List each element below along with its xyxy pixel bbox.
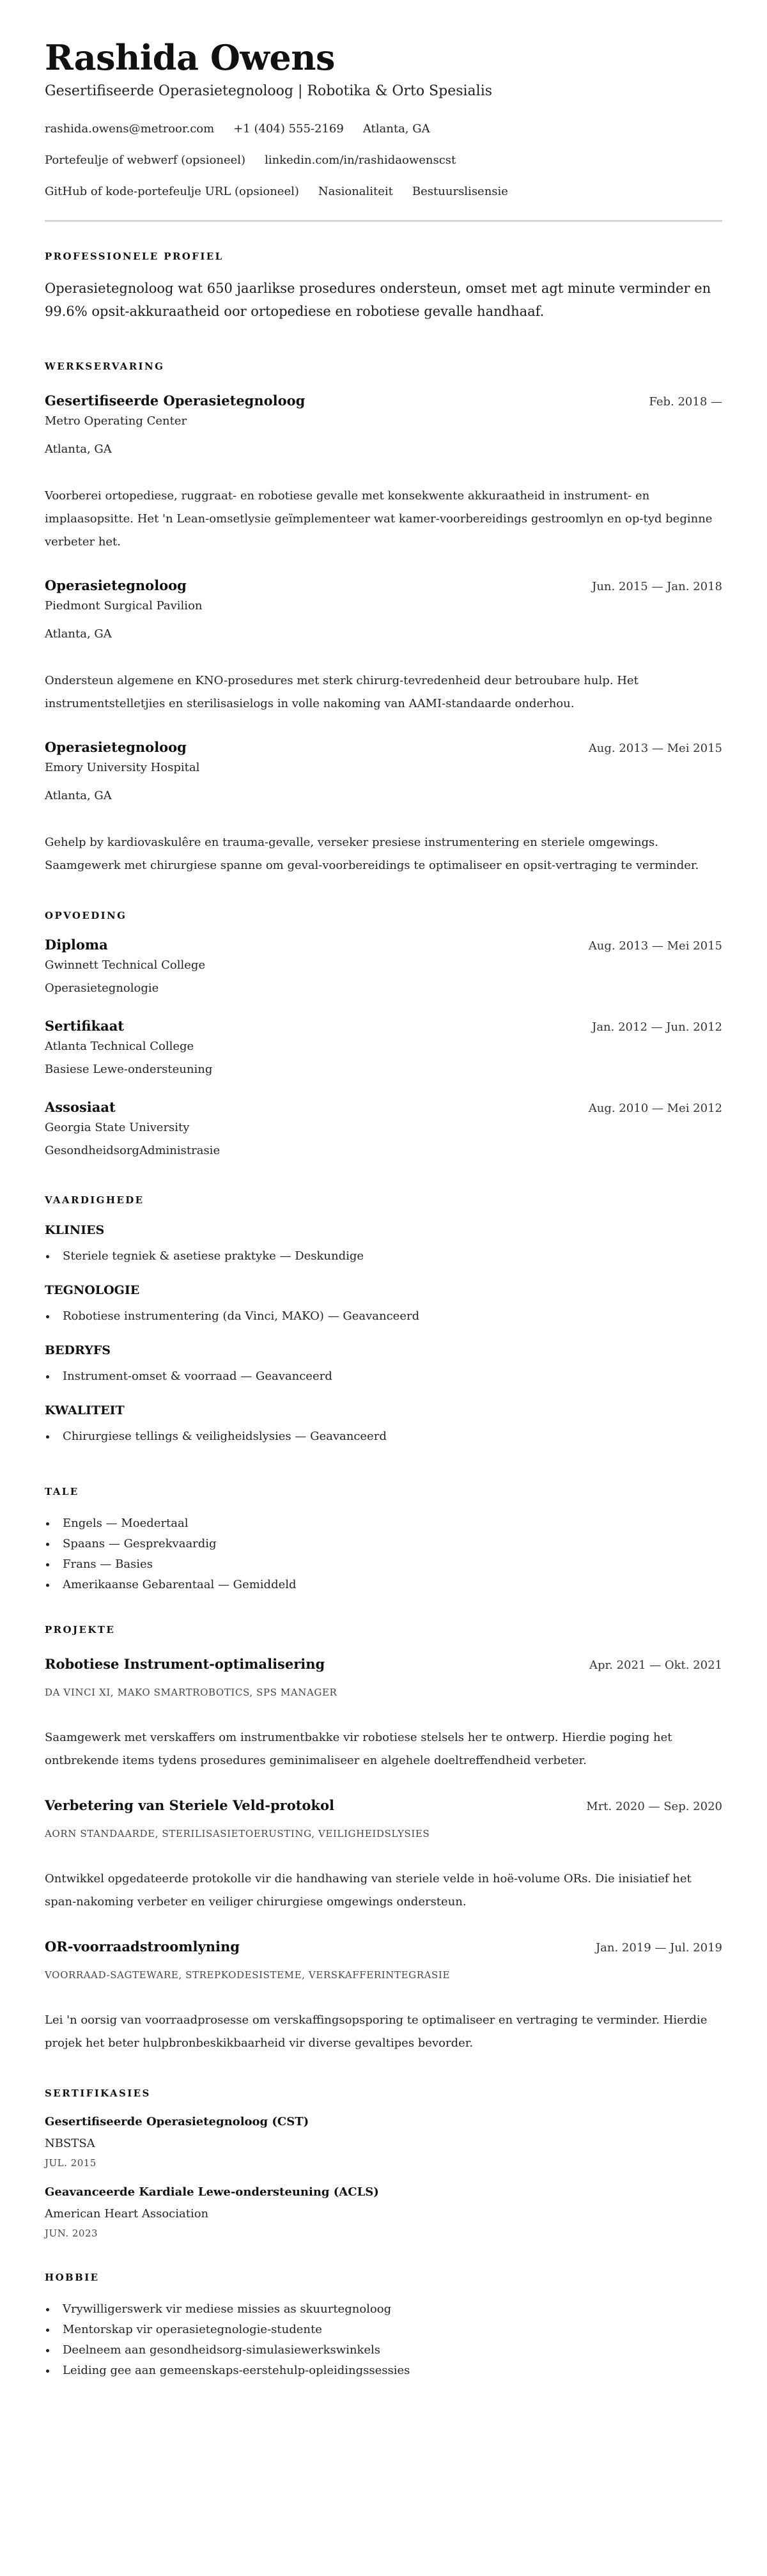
profile-section	[45, 250, 722, 323]
language-item: Amerikaanse Gebarentaal — Gemiddeld	[45, 1575, 722, 1595]
job-date: Aug. 2013 — Mei 2015	[588, 742, 722, 756]
education-header	[45, 936, 722, 955]
project-entry	[45, 1797, 722, 1914]
candidate-name: Rashida Owens	[45, 37, 335, 78]
hobbies-section	[45, 2271, 722, 2381]
language-item: Spaans — Gesprekvaardig	[45, 1534, 722, 1554]
education-entry	[45, 1017, 722, 1078]
project-header	[45, 1655, 722, 1674]
candidate-headline: Gesertifiseerde Operasietegnoloog | Robotika & Orto Spesialis	[45, 82, 493, 99]
education-date: Aug. 2010 — Mei 2012	[588, 1102, 722, 1116]
job-title: Operasietegnoloog	[45, 577, 187, 594]
job-header	[45, 392, 722, 410]
certification-date: JUL. 2015	[45, 2157, 97, 2169]
education-entry	[45, 936, 722, 997]
project-description: Saamgewerk met verskaffers om instrumentbakke vir robotiese stelsels her te ontwerp. Hierdie poging het ontbrekende items tydens prosedures geminimaliseer en algehele doeltreffendheid verbeter.	[45, 1731, 672, 1768]
project-entry	[45, 1655, 722, 1772]
contact-drivers-license: Bestuurslisensie	[412, 185, 508, 199]
skill-list	[45, 1246, 722, 1267]
header-divider	[45, 220, 722, 222]
certification-name: Gesertifiseerde Operasietegnoloog (CST)	[45, 2115, 309, 2129]
contact-email[interactable]: rashida.owens@metroor.com	[45, 122, 215, 136]
skill-item: Chirurgiese tellings & veiligheidslysies — Geavanceerd	[45, 1426, 722, 1447]
project-description: Ontwikkel opgedateerde protokolle vir die handhawing van steriele velde in hoë-volume ORs. Die inisiatief het span-nakoming verbeter en veiliger chirurgiese omgewings ondersteun.	[45, 1872, 692, 1909]
project-title: Robotiese Instrument-optimalisering	[45, 1656, 325, 1673]
certification-date: JUN. 2023	[45, 2228, 98, 2240]
education-section	[45, 909, 722, 1159]
education-school: Atlanta Technical College	[45, 1040, 194, 1054]
profile-summary: Operasietegnoloog wat 650 jaarlikse prosedures ondersteun, omset met agt minute verminder en 99.6% opsit-akkuraatheid oor ortopediese en robotiese gevalle handhaaf.	[45, 281, 711, 320]
project-tech: AORN STANDAARDE, STERILISASIETOERUSTING, VEILIGHEIDSLYSIES	[45, 1828, 430, 1840]
project-header	[45, 1797, 722, 1815]
project-entry	[45, 1938, 722, 2055]
contact-row-primary	[45, 120, 722, 138]
hobby-item: Deelneem aan gesondheidsorg-simulasiewerkswinkels	[45, 2340, 722, 2361]
language-item: Frans — Basies	[45, 1554, 722, 1575]
section-title-projects: PROJEKTE	[45, 1624, 116, 1636]
job-date: Feb. 2018 —	[649, 395, 722, 409]
resume-header	[45, 37, 722, 201]
project-description: Lei 'n oorsig van voorraadprosesse om verskaffingsopsporing te optimaliseer en vertraging te verminder. Hierdie projek het beter hulpbronbeskikbaarheid vir diverse gevaltipes bevorder.	[45, 2013, 708, 2050]
section-title-languages: TALE	[45, 1486, 79, 1498]
job-description: Gehelp by kardiovaskulêre en trauma-gevalle, verseker presiese instrumentering en steriele omgewings. Saamgewerk met chirurgiese spanne om geval-voorbereidings te optimaliseer en opsit-vertraging te verminder.	[45, 836, 699, 873]
job-entry	[45, 738, 722, 877]
language-item: Engels — Moedertaal	[45, 1513, 722, 1534]
skill-list	[45, 1426, 722, 1447]
projects-section	[45, 1623, 722, 2055]
skill-category-clinical: KLINIES	[45, 1223, 105, 1238]
certifications-section	[45, 2087, 722, 2240]
education-date: Jan. 2012 — Jun. 2012	[592, 1020, 722, 1034]
hobby-item: Vrywilligerswerk vir mediese missies as skuurtegnoloog	[45, 2299, 722, 2320]
work-section	[45, 360, 722, 877]
job-description: Ondersteun algemene en KNO-prosedures met sterk chirurg-tevredenheid deur betroubare hulp. Het instrumentstelletjies en sterilisasielogs in volle nakoming van AAMI-standaarde onderhou.	[45, 674, 639, 711]
job-header	[45, 577, 722, 595]
certification-issuer: American Heart Association	[45, 2207, 209, 2221]
section-title-certifications: SERTIFIKASIES	[45, 2088, 151, 2100]
job-location: Atlanta, GA	[45, 442, 112, 457]
education-date: Aug. 2013 — Mei 2015	[588, 939, 722, 953]
skills-section	[45, 1194, 722, 1447]
skill-item: Instrument-omset & voorraad — Geavanceerd	[45, 1366, 722, 1387]
section-title-work: WERKSERVARING	[45, 361, 165, 373]
languages-section	[45, 1485, 722, 1595]
language-list	[45, 1513, 722, 1595]
job-company: Emory University Hospital	[45, 761, 200, 775]
section-title-education: OPVOEDING	[45, 910, 127, 922]
hobby-list	[45, 2299, 722, 2381]
education-school: Gwinnett Technical College	[45, 958, 206, 972]
job-location: Atlanta, GA	[45, 789, 112, 803]
hobby-item: Mentorskap vir operasietegnologie-studente	[45, 2320, 722, 2340]
education-entry	[45, 1098, 722, 1159]
hobby-item: Leiding gee aan gemeenskaps-eerstehulp-opleidingssessies	[45, 2361, 722, 2381]
certification-issuer: NBSTSA	[45, 2137, 95, 2151]
certification-entry	[45, 2114, 722, 2170]
section-title-skills: VAARDIGHEDE	[45, 1194, 144, 1206]
section-title-hobbies: HOBBIE	[45, 2272, 100, 2284]
contact-location: Atlanta, GA	[362, 122, 430, 136]
certification-name: Geavanceerde Kardiale Lewe-ondersteuning (ACLS)	[45, 2185, 379, 2199]
contact-github[interactable]: GitHub of kode-portefeulje URL (opsioneel)	[45, 185, 299, 199]
skill-item: Steriele tegniek & asetiese praktyke — Deskundige	[45, 1246, 722, 1267]
education-header	[45, 1098, 722, 1117]
job-company: Metro Operating Center	[45, 414, 187, 428]
job-title: Operasietegnoloog	[45, 739, 187, 756]
project-date: Jan. 2019 — Jul. 2019	[595, 1941, 722, 1955]
certification-entry	[45, 2184, 722, 2240]
job-header	[45, 738, 722, 757]
education-field: GesondheidsorgAdministrasie	[45, 1144, 221, 1158]
project-date: Apr. 2021 — Okt. 2021	[589, 1659, 722, 1673]
skill-category-operations: BEDRYFS	[45, 1343, 111, 1358]
job-description: Voorberei ortopediese, ruggraat- en robotiese gevalle met konsekwente akkuraatheid in instrument- en implaasopsitte. Het 'n Lean-omsetlysie geïmplementeer wat kamer-voorbereidings gestroomlyn en op-tyd beginne verbeter het.	[45, 489, 713, 549]
contact-nationality: Nasionaliteit	[318, 185, 393, 199]
project-date: Mrt. 2020 — Sep. 2020	[586, 1800, 722, 1814]
skill-list	[45, 1306, 722, 1327]
job-location: Atlanta, GA	[45, 627, 112, 641]
project-header	[45, 1938, 722, 1956]
education-field: Operasietegnologie	[45, 981, 159, 995]
job-date: Jun. 2015 — Jan. 2018	[592, 580, 722, 594]
project-title: OR-voorraadstroomlyning	[45, 1939, 240, 1955]
contact-phone[interactable]: +1 (404) 555-2169	[233, 122, 344, 136]
skill-item: Robotiese instrumentering (da Vinci, MAKO) — Geavanceerd	[45, 1306, 722, 1327]
project-tech: DA VINCI XI, MAKO SMARTROBOTICS, SPS MANAGER	[45, 1687, 337, 1699]
education-degree: Diploma	[45, 937, 108, 953]
education-field: Basiese Lewe-ondersteuning	[45, 1063, 213, 1077]
education-header	[45, 1017, 722, 1036]
skill-category-quality: KWALITEIT	[45, 1403, 125, 1418]
education-degree: Assosiaat	[45, 1099, 116, 1116]
skill-list	[45, 1366, 722, 1387]
job-entry	[45, 577, 722, 715]
section-title-profile: PROFESSIONELE PROFIEL	[45, 251, 224, 263]
contact-linkedin[interactable]: linkedin.com/in/rashidaowenscst	[265, 153, 456, 168]
education-school: Georgia State University	[45, 1121, 190, 1135]
job-company: Piedmont Surgical Pavilion	[45, 599, 203, 613]
contact-row-links	[45, 151, 722, 169]
job-entry	[45, 392, 722, 554]
contact-portfolio[interactable]: Portefeulje of webwerf (opsioneel)	[45, 153, 246, 168]
education-degree: Sertifikaat	[45, 1018, 125, 1034]
job-title: Gesertifiseerde Operasietegnoloog	[45, 393, 306, 409]
skill-category-technology: TEGNOLOGIE	[45, 1283, 140, 1298]
project-title: Verbetering van Steriele Veld-protokol	[45, 1797, 334, 1814]
project-tech: VOORRAAD-SAGTEWARE, STREPKODESISTEME, VERSKAFFERINTEGRASIE	[45, 1969, 450, 1981]
contact-row-extra	[45, 182, 722, 201]
